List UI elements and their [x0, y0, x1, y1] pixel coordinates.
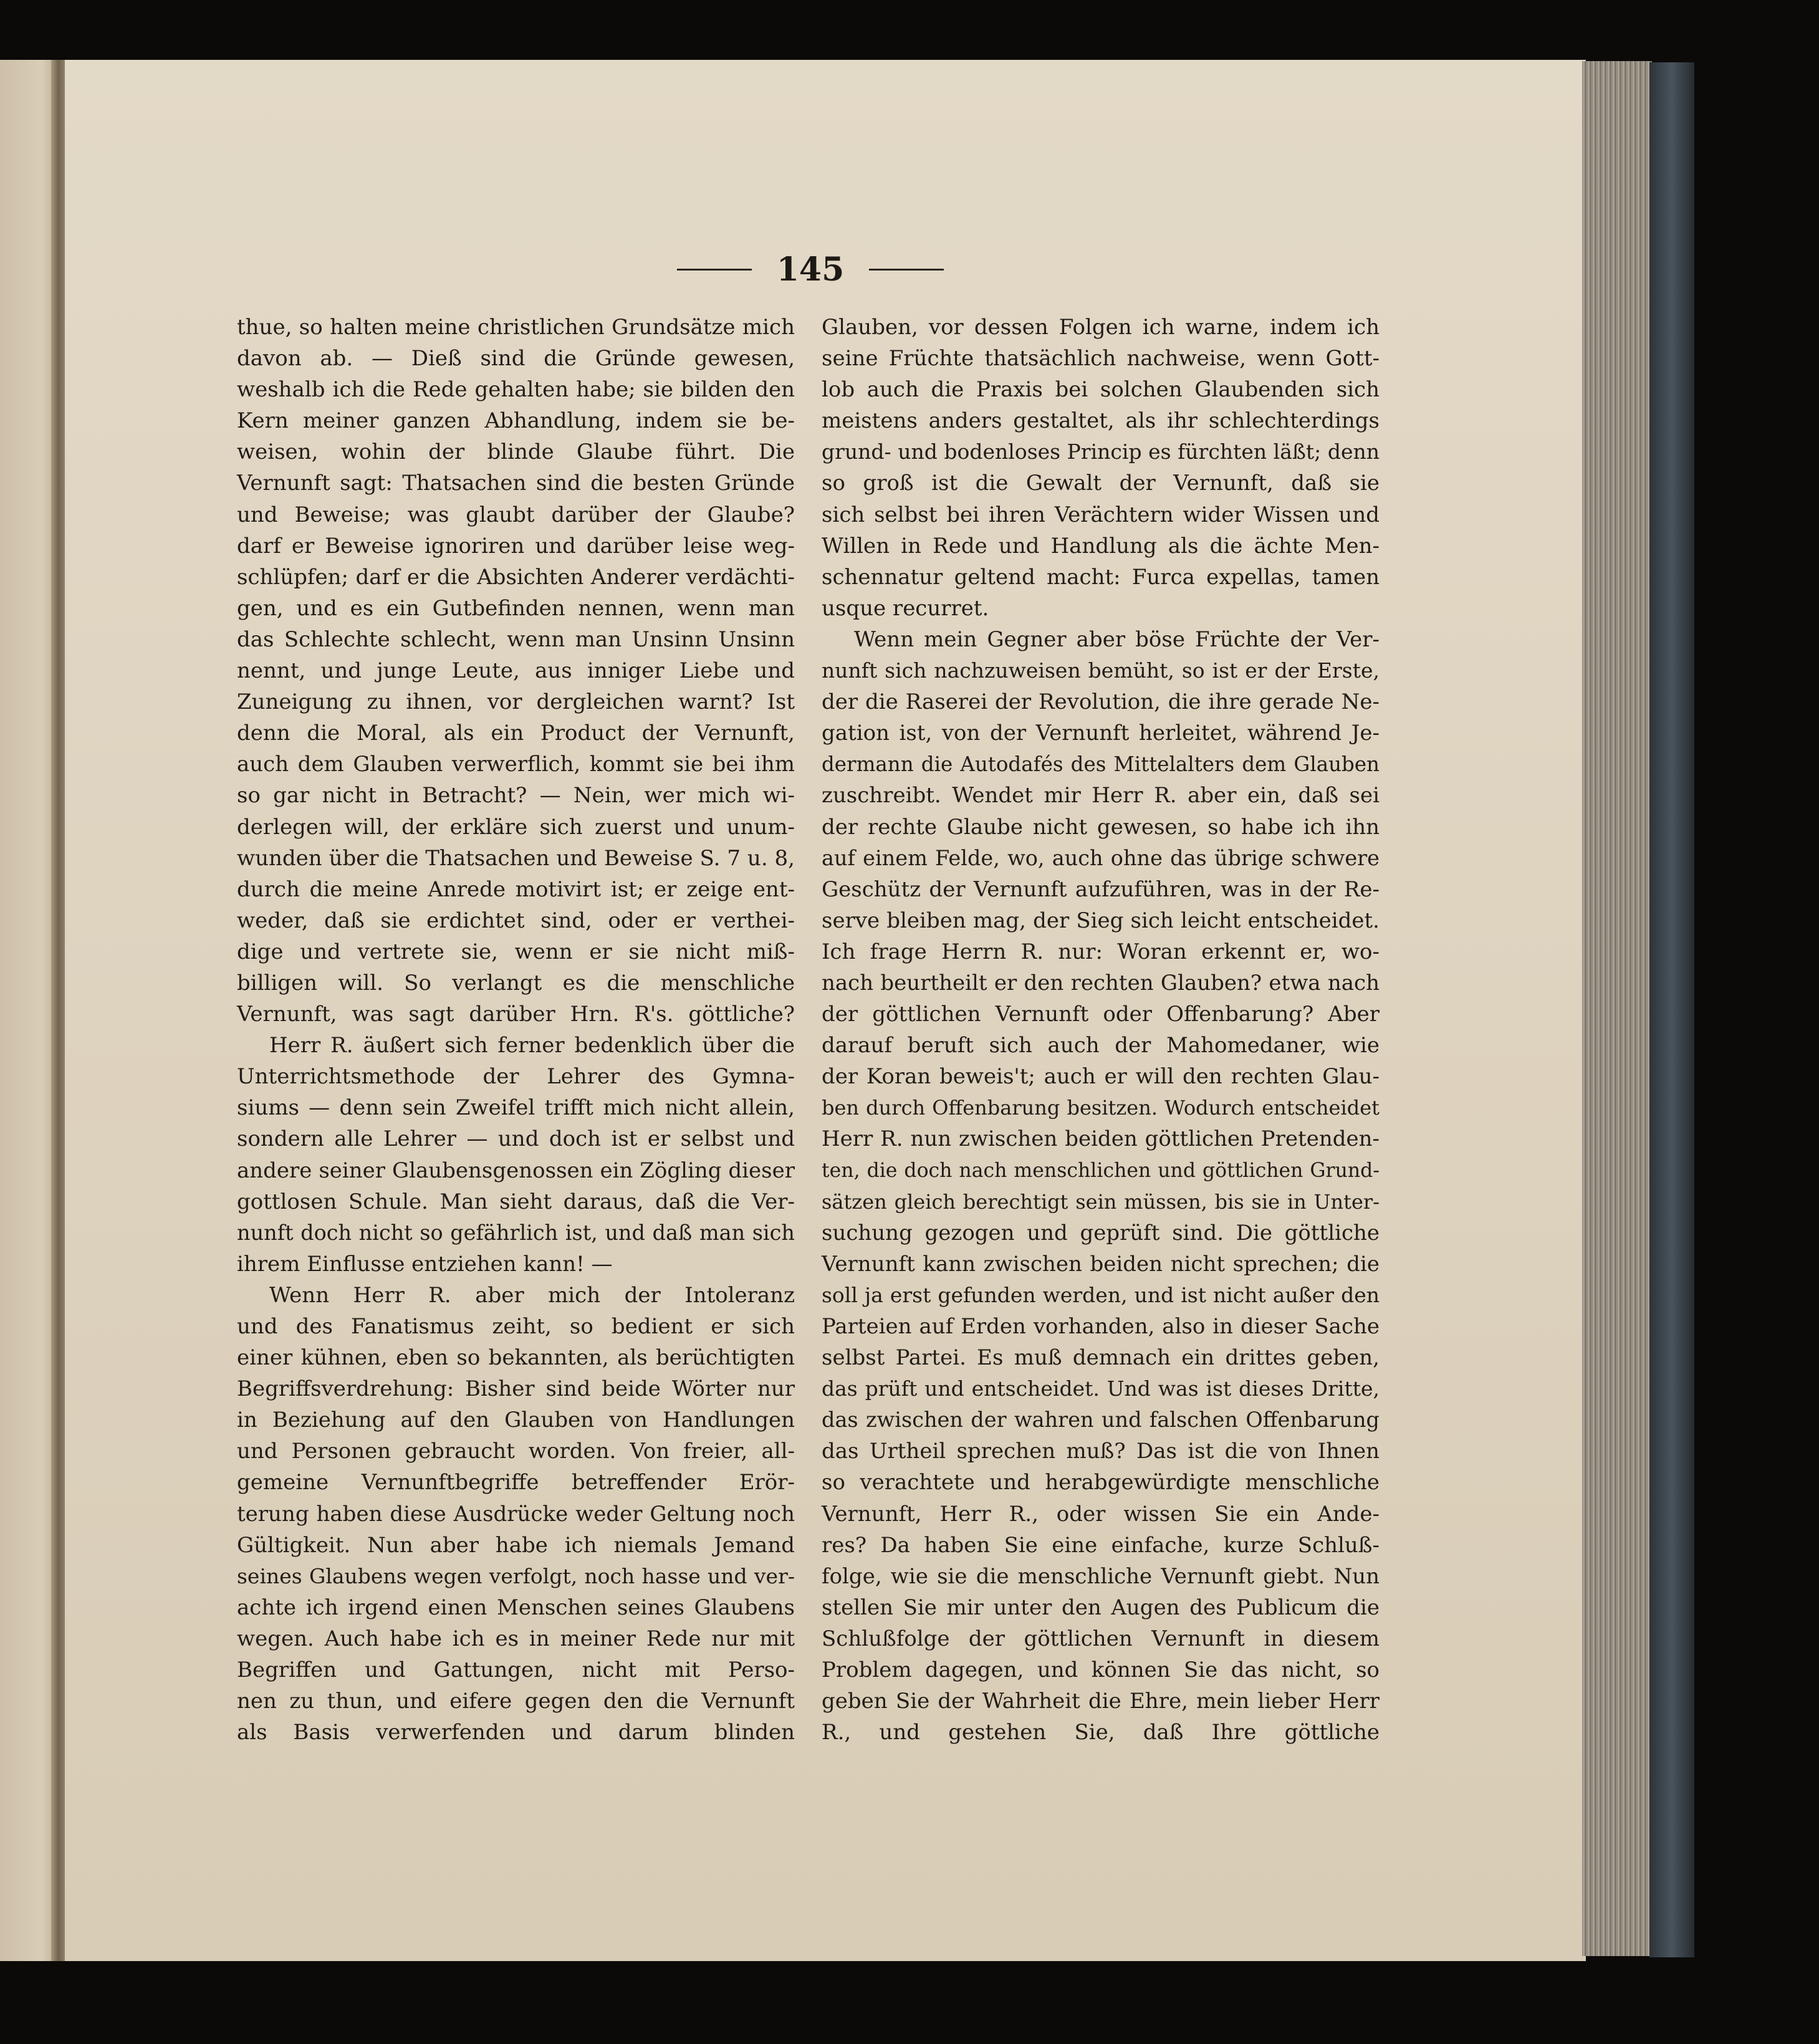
- text-line: weisen, wohin der blinde Glaube führt. Die: [237, 439, 795, 465]
- text-line: Vernunft kann zwischen beiden nicht sprechen; die: [822, 1251, 1380, 1277]
- text-line: der göttlichen Vernunft oder Offenbarung? Aber: [822, 1002, 1380, 1027]
- text-line: Parteien auf Erden vorhanden, also in dieser Sache: [822, 1314, 1380, 1339]
- text-line: stellen Sie mir unter den Augen des Publicum die: [822, 1595, 1380, 1620]
- text-line: so gar nicht in Betracht? — Nein, wer mich wi-: [237, 783, 795, 808]
- text-line: usque recurret.: [822, 595, 989, 621]
- text-line: sondern alle Lehrer — und doch ist er selbst und: [237, 1126, 795, 1152]
- text-line: gemeine Vernunftbegriffe betreffender Erör-: [237, 1470, 795, 1495]
- text-line: ihrem Einflusse entziehen kann! —: [237, 1251, 613, 1277]
- text-line: serve bleiben mag, der Sieg sich leicht entscheidet.: [822, 908, 1380, 933]
- text-line: der Koran beweis't; auch er will den rechten Glau-: [822, 1064, 1380, 1090]
- text-line: billigen will. So verlangt es die menschliche: [237, 970, 795, 996]
- text-line: auf einem Felde, wo, auch ohne das übrige schwere: [822, 845, 1380, 870]
- text-line: soll ja erst gefunden werden, und ist nicht außer den: [822, 1282, 1380, 1307]
- text-line: Vernunft sagt: Thatsachen sind die besten Gründe: [237, 471, 795, 496]
- text-line: Kern meiner ganzen Abhandlung, indem sie be-: [237, 408, 795, 434]
- text-line: Geschütz der Vernunft aufzuführen, was in der Re-: [822, 876, 1380, 902]
- text-line: darauf beruft sich auch der Mahomedaner, wie: [822, 1033, 1380, 1058]
- text-line: weshalb ich die Rede gehalten habe; sie bilden den: [237, 377, 795, 403]
- text-column-left: [237, 312, 795, 1748]
- text-line: res? Da haben Sie eine einfache, kurze Schluß-: [822, 1532, 1380, 1558]
- text-line: weder, daß sie erdichtet sind, oder er verthei-: [237, 908, 795, 933]
- text-line: siums — denn sein Zweifel trifft mich nicht allein,: [237, 1095, 795, 1121]
- text-line: der rechte Glaube nicht gewesen, so habe ich ihn: [822, 814, 1380, 840]
- text-line: das Schlechte schlecht, wenn man Unsinn Unsinn: [237, 626, 795, 652]
- text-line: nen zu thun, und eifere gegen den die Vernunft: [237, 1689, 795, 1714]
- text-line: Ich frage Herrn R. nur: Woran erkennt er, wo-: [822, 939, 1380, 964]
- text-line: selbst Partei. Es muß demnach ein drittes geben,: [822, 1345, 1380, 1371]
- text-line: Herr R. nun zwischen beiden göttlichen Pretenden-: [822, 1126, 1380, 1152]
- text-line: meistens anders gestaltet, als ihr schlechterdings: [822, 408, 1380, 434]
- text-line: Problem dagegen, und können Sie das nicht, so: [822, 1658, 1380, 1683]
- text-line: gottlosen Schule. Man sieht daraus, daß die Ver-: [237, 1189, 795, 1214]
- text-line: gation ist, von der Vernunft herleitet, während Je-: [822, 721, 1380, 746]
- text-line: achte ich irgend einen Menschen seines Glaubens: [237, 1595, 795, 1620]
- text-line: nunft doch nicht so gefährlich ist, und daß man sich: [237, 1220, 795, 1245]
- text-line: schlüpfen; darf er die Absichten Anderer verdächti-: [237, 564, 795, 590]
- text-line: Wenn mein Gegner aber böse Früchte der Ver-: [854, 626, 1380, 652]
- text-line: das Urtheil sprechen muß? Das ist die von Ihnen: [822, 1439, 1380, 1464]
- text-line: dermann die Autodafés des Mittelalters dem Glauben: [822, 752, 1380, 777]
- text-line: ten, die doch nach menschlichen und göttlichen Grund-: [822, 1159, 1380, 1182]
- text-line: ben durch Offenbarung besitzen. Wodurch entscheidet: [822, 1096, 1380, 1120]
- text-line: Wenn Herr R. aber mich der Intoleranz: [269, 1282, 795, 1308]
- book-cover-edge: [1649, 62, 1694, 1957]
- text-line: einer kühnen, eben so bekannten, als berüchtigten: [237, 1345, 795, 1371]
- text-line: Vernunft, was sagt darüber Hrn. R's. göttliche?: [237, 1002, 795, 1027]
- text-line: seines Glaubens wegen verfolgt, noch hasse und ver-: [237, 1563, 795, 1588]
- text-line: dige und vertrete sie, wenn er sie nicht miß-: [237, 939, 795, 964]
- text-line: Zuneigung zu ihnen, vor dergleichen warnt? Ist: [237, 689, 795, 715]
- text-line: denn die Moral, als ein Product der Vernunft,: [237, 721, 795, 746]
- header-rule-left: [677, 269, 752, 271]
- text-line: wegen. Auch habe ich es in meiner Rede nur mit: [237, 1626, 795, 1651]
- text-line: R., und gestehen Sie, daß Ihre göttliche: [822, 1720, 1380, 1745]
- page-edges: [1582, 61, 1652, 1956]
- text-line: andere seiner Glaubensgenossen ein Zögling dieser: [237, 1158, 795, 1183]
- text-line: als Basis verwerfenden und darum blinden: [237, 1720, 795, 1745]
- text-line: das prüft und entscheidet. Und was ist dieses Dritte,: [822, 1376, 1380, 1401]
- text-line: derlegen will, der erkläre sich zuerst und unum-: [237, 814, 795, 840]
- text-line: Begriffsverdrehung: Bisher sind beide Wörter nur: [237, 1376, 795, 1402]
- text-line: nunft sich nachzuweisen bemüht, so ist er der Erste,: [822, 658, 1380, 683]
- text-line: sich selbst bei ihren Verächtern wider Wissen und: [822, 502, 1380, 527]
- text-line: terung haben diese Ausdrücke weder Geltung noch: [237, 1501, 795, 1527]
- text-line: lob auch die Praxis bei solchen Glaubenden sich: [822, 377, 1380, 403]
- text-line: Vernunft, Herr R., oder wissen Sie ein Ande-: [822, 1501, 1380, 1527]
- text-line: nennt, und junge Leute, aus inniger Liebe und: [237, 658, 795, 684]
- text-line: folge, wie sie die menschliche Vernunft giebt. Nun: [822, 1563, 1380, 1589]
- text-line: Herr R. äußert sich ferner bedenklich über die: [269, 1033, 795, 1058]
- text-line: und des Fanatismus zeiht, so bedient er sich: [237, 1314, 795, 1339]
- text-line: das zwischen der wahren und falschen Offenbarung: [822, 1408, 1380, 1432]
- page-header: [648, 244, 972, 294]
- text-line: wunden über die Thatsachen und Beweise S. 7 u. 8,: [237, 845, 795, 871]
- text-line: grund- und bodenloses Princip es fürchten läßt; denn: [822, 439, 1380, 464]
- text-line: darf er Beweise ignoriren und darüber leise weg-: [237, 533, 795, 559]
- text-line: geben Sie der Wahrheit die Ehre, mein lieber Herr: [822, 1689, 1380, 1714]
- page-number: 145: [776, 250, 845, 289]
- text-line: Willen in Rede und Handlung als die ächte Men-: [822, 533, 1380, 559]
- text-line: nach beurtheilt er den rechten Glauben? etwa nach: [822, 970, 1380, 996]
- text-line: thue, so halten meine christlichen Grundsätze mich: [237, 315, 795, 340]
- text-column-right: [822, 312, 1380, 1748]
- text-line: der die Raserei der Revolution, die ihre gerade Ne-: [822, 689, 1380, 715]
- text-line: gen, und es ein Gutbefinden nennen, wenn man: [237, 595, 795, 621]
- text-line: und Beweise; was glaubt darüber der Glaube?: [237, 502, 795, 527]
- text-line: und Personen gebraucht worden. Von freier, all-: [237, 1439, 795, 1464]
- text-line: Begriffen und Gattungen, nicht mit Perso-: [237, 1658, 795, 1683]
- text-line: davon ab. — Dieß sind die Gründe gewesen,: [237, 346, 795, 372]
- text-line: suchung gezogen und geprüft sind. Die göttliche: [822, 1220, 1380, 1245]
- text-line: seine Früchte thatsächlich nachweise, wenn Gott-: [822, 346, 1380, 372]
- text-line: zuschreibt. Wendet mir Herr R. aber ein, daß sei: [822, 783, 1380, 808]
- text-line: sätzen gleich berechtigt sein müssen, bis sie in Unter-: [822, 1189, 1380, 1214]
- text-line: Glauben, vor dessen Folgen ich warne, indem ich: [822, 315, 1380, 340]
- text-line: Schlußfolge der göttlichen Vernunft in diesem: [822, 1626, 1380, 1651]
- text-line: auch dem Glauben verwerflich, kommt sie bei ihm: [237, 752, 795, 777]
- header-rule-right: [869, 269, 944, 271]
- text-line: in Beziehung auf den Glauben von Handlungen: [237, 1408, 795, 1433]
- text-line: schennatur geltend macht: Furca expellas, tamen: [822, 564, 1380, 590]
- text-line: Unterrichtsmethode der Lehrer des Gymna-: [237, 1064, 795, 1090]
- text-line: durch die meine Anrede motivirt ist; er zeige ent-: [237, 876, 795, 902]
- text-line: so groß ist die Gewalt der Vernunft, daß sie: [822, 471, 1380, 496]
- text-line: Gültigkeit. Nun aber habe ich niemals Jemand: [237, 1532, 795, 1558]
- text-line: so verachtete und herabgewürdigte menschliche: [822, 1470, 1380, 1495]
